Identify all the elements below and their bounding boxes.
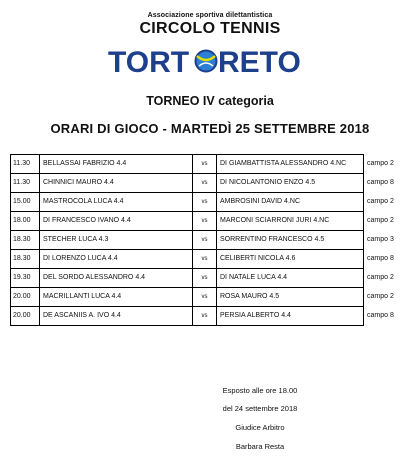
judge-title: Giudice Arbitro [235, 423, 285, 432]
player-two: DI NICOLANTONIO ENZO 4.5 [216, 174, 364, 192]
player-one: DE ASCANIIS A. IVO 4.4 [39, 307, 192, 325]
player-one: DEL SORDO ALESSANDRO 4.4 [39, 269, 192, 287]
player-one: BELLASSAI FABRIZIO 4.4 [39, 155, 192, 173]
table-row [10, 212, 394, 231]
player-two: MARCONI SCIARRONI JURI 4.NC [216, 212, 364, 230]
player-two: PERSIA ALBERTO 4.4 [216, 307, 364, 325]
court-label: campo 8 [367, 255, 394, 262]
player-two: SORRENTINO FRANCESCO 4.5 [216, 231, 364, 249]
versus-label: vs [192, 212, 216, 230]
club-name: CIRCOLO TENNIS [139, 20, 281, 37]
player-one: MACRILLANTI LUCA 4.4 [39, 288, 192, 306]
player-two: CELIBERTI NICOLA 4.6 [216, 250, 364, 268]
versus-label: vs [192, 288, 216, 306]
tournament-title: TORNEO IV categoria [146, 94, 274, 108]
match-time: 18.30 [10, 231, 39, 249]
match-table [10, 154, 394, 326]
versus-label: vs [192, 193, 216, 211]
player-one: DI LORENZO LUCA 4.4 [39, 250, 192, 268]
match-time: 18.30 [10, 250, 39, 268]
court-label: campo 2 [367, 293, 394, 300]
court-label: campo 8 [367, 179, 394, 186]
table-row [10, 174, 394, 193]
player-two: DI NATALE LUCA 4.4 [216, 269, 364, 287]
judge-name: Barbara Resta [235, 442, 285, 451]
svg-text:RETO: RETO [218, 46, 301, 79]
tortoreto-logo [102, 40, 322, 80]
versus-label: vs [192, 155, 216, 173]
versus-label: vs [192, 269, 216, 287]
table-row [10, 250, 394, 269]
match-time: 20.00 [10, 288, 39, 306]
player-one: DI FRANCESCO IVANO 4.4 [39, 212, 192, 230]
table-row [10, 193, 394, 212]
versus-label: vs [192, 250, 216, 268]
posted-time: Esposto alle ore 18.00 [222, 386, 298, 395]
court-label: campo 2 [367, 198, 394, 205]
versus-label: vs [192, 174, 216, 192]
versus-label: vs [192, 231, 216, 249]
table-row [10, 155, 394, 174]
court-label: campo 2 [367, 160, 394, 167]
posted-date: del 24 settembre 2018 [222, 404, 298, 413]
player-two: AMBROSINI DAVID 4.NC [216, 193, 364, 211]
court-label: campo 2 [367, 217, 394, 224]
match-time: 20.00 [10, 307, 39, 325]
court-label: campo 8 [367, 312, 394, 319]
schedule-title: ORARI DI GIOCO - MARTEDÌ 25 SETTEMBRE 2018 [50, 121, 370, 136]
match-time: 11.30 [10, 155, 39, 173]
table-row [10, 307, 394, 326]
match-time: 19.30 [10, 269, 39, 287]
match-time: 11.30 [10, 174, 39, 192]
player-one: CHINNICI MAURO 4.4 [39, 174, 192, 192]
table-row [10, 288, 394, 307]
match-time: 18.00 [10, 212, 39, 230]
svg-text:TORT: TORT [108, 46, 190, 79]
table-row [10, 269, 394, 288]
player-two: ROSA MAURO 4.5 [216, 288, 364, 306]
player-one: MASTROCOLA LUCA 4.4 [39, 193, 192, 211]
court-label: campo 3 [367, 236, 394, 243]
player-one: STECHER LUCA 4.3 [39, 231, 192, 249]
versus-label: vs [192, 307, 216, 325]
court-label: campo 2 [367, 274, 394, 281]
player-two: DI GIAMBATTISTA ALESSANDRO 4.NC [216, 155, 364, 173]
match-time: 15.00 [10, 193, 39, 211]
association-label: Associazione sportiva dilettantistica [147, 12, 273, 19]
table-row [10, 231, 394, 250]
